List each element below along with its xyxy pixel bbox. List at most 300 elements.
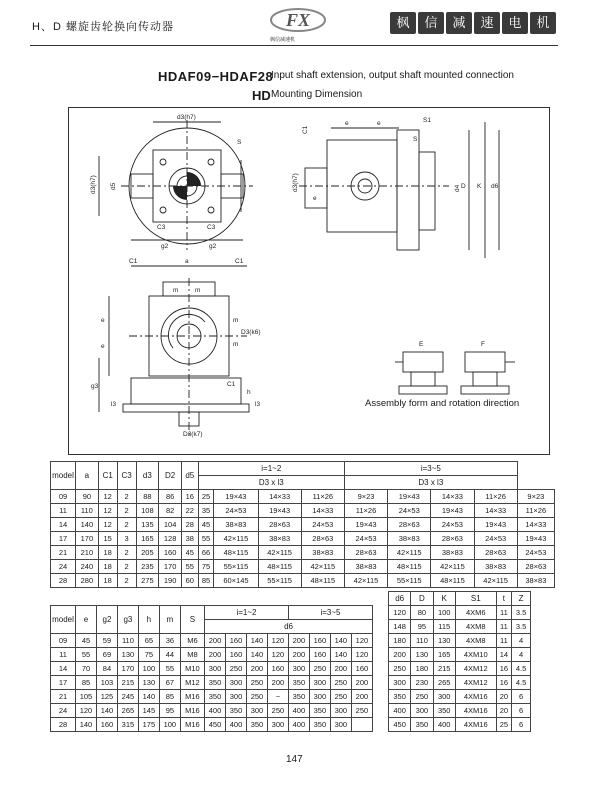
table-cell: 14×33 bbox=[474, 504, 517, 518]
table-cell: 24×53 bbox=[474, 532, 517, 546]
drawing-label: e bbox=[101, 343, 105, 350]
table-cell: 38×83 bbox=[517, 574, 554, 588]
table-cell: 24 bbox=[51, 704, 76, 718]
table-cell: 28×63 bbox=[474, 546, 517, 560]
table-cell: 14×33 bbox=[301, 504, 344, 518]
table-row bbox=[51, 518, 555, 532]
table-cell: 400 bbox=[389, 704, 411, 718]
table-cell: 21 bbox=[51, 690, 76, 704]
table-cell: 24×53 bbox=[431, 518, 474, 532]
drawing-label: d3(h7) bbox=[292, 173, 299, 192]
table-cell bbox=[351, 718, 372, 732]
table-cell: 400 bbox=[205, 704, 226, 718]
table-row bbox=[51, 574, 555, 588]
table-cell: 42×115 bbox=[388, 546, 431, 560]
table-cell: 6 bbox=[512, 690, 531, 704]
table-cell: 350 bbox=[389, 690, 411, 704]
table-cell: 300 bbox=[205, 662, 226, 676]
table-cell: 350 bbox=[411, 718, 433, 732]
table-cell: 14×33 bbox=[258, 490, 301, 504]
table-cell: 110 bbox=[117, 634, 138, 648]
table-cell: 28×63 bbox=[258, 518, 301, 532]
table-cell: 210 bbox=[76, 546, 99, 560]
table-cell: M10 bbox=[180, 662, 204, 676]
table-cell: 215 bbox=[433, 662, 455, 676]
table-cell: 300 bbox=[226, 690, 247, 704]
table-cell: 2 bbox=[117, 574, 136, 588]
table-row bbox=[389, 718, 531, 732]
table-cell: 48×115 bbox=[431, 574, 474, 588]
table-cell: 125 bbox=[96, 690, 117, 704]
table-cell: 4XM12 bbox=[455, 676, 496, 690]
table-cell: 38×83 bbox=[258, 532, 301, 546]
table-cell: 128 bbox=[159, 532, 182, 546]
table-cell: 14 bbox=[496, 648, 511, 662]
table-cell: 170 bbox=[117, 662, 138, 676]
table-cell: 28 bbox=[181, 518, 198, 532]
table-cell: 200 bbox=[389, 648, 411, 662]
table-cell: 300 bbox=[288, 662, 309, 676]
table-cell: 82 bbox=[159, 504, 182, 518]
table-row bbox=[51, 546, 555, 560]
header-cell: d3 bbox=[136, 462, 159, 490]
table-cell: M16 bbox=[180, 690, 204, 704]
table-cell: 19×43 bbox=[474, 518, 517, 532]
table-cell: 84 bbox=[96, 662, 117, 676]
table-cell: 12 bbox=[98, 490, 117, 504]
table-cell: 2 bbox=[117, 518, 136, 532]
header-cell: d6 bbox=[389, 592, 411, 606]
drawing-label: m bbox=[195, 287, 201, 294]
table-cell: 190 bbox=[159, 574, 182, 588]
header-cell: S bbox=[180, 606, 204, 634]
table-cell: 2 bbox=[117, 490, 136, 504]
header-cell: m bbox=[159, 606, 180, 634]
table-cell: 11×26 bbox=[474, 490, 517, 504]
table-cell: 100 bbox=[433, 606, 455, 620]
header-cell: C3 bbox=[117, 462, 136, 490]
table-cell: 6 bbox=[512, 704, 531, 718]
table-cell: 2 bbox=[117, 546, 136, 560]
table-cell: 59 bbox=[96, 634, 117, 648]
table-row bbox=[389, 676, 531, 690]
drawing-label: C1 bbox=[235, 258, 244, 265]
table-cell: M6 bbox=[180, 634, 204, 648]
table-cell: 28×63 bbox=[431, 532, 474, 546]
table-cell: 28×63 bbox=[301, 532, 344, 546]
table-cell: 315 bbox=[117, 718, 138, 732]
brand-char: 减 bbox=[446, 12, 472, 34]
table-cell: 48×115 bbox=[301, 574, 344, 588]
page-number: 147 bbox=[286, 754, 303, 765]
table-flange-dimensions bbox=[50, 605, 373, 732]
table-cell: 115 bbox=[433, 620, 455, 634]
table-row bbox=[389, 704, 531, 718]
header-cell: D3 x l3 bbox=[198, 476, 344, 490]
table-row bbox=[51, 690, 373, 704]
table-cell: 300 bbox=[330, 704, 351, 718]
table-cell: 160 bbox=[267, 662, 288, 676]
header-cell: C1 bbox=[98, 462, 117, 490]
table-cell: 120 bbox=[267, 634, 288, 648]
table-cell: 100 bbox=[159, 718, 180, 732]
table-cell: 300 bbox=[411, 704, 433, 718]
table-cell: 250 bbox=[309, 662, 330, 676]
table-cell: 24×53 bbox=[517, 546, 554, 560]
table-cell: 200 bbox=[288, 634, 309, 648]
drawing-label: a bbox=[185, 258, 189, 265]
table-row bbox=[51, 718, 373, 732]
drawing-label: C3 bbox=[207, 224, 216, 231]
table-cell: 3 bbox=[117, 532, 136, 546]
drawing-label: m bbox=[173, 287, 179, 294]
table-cell: 4XM8 bbox=[455, 620, 496, 634]
table-cell: 45 bbox=[181, 546, 198, 560]
table-cell: 4XM10 bbox=[455, 648, 496, 662]
table-cell: 350 bbox=[226, 704, 247, 718]
table-cell: 75 bbox=[138, 648, 159, 662]
table-cell: 280 bbox=[76, 574, 99, 588]
table-cell: 130 bbox=[117, 648, 138, 662]
drawing-label: l3 bbox=[255, 401, 261, 408]
table-cell: 140 bbox=[246, 648, 267, 662]
header-cell: i=1~2 bbox=[205, 606, 289, 620]
table-cell: 300 bbox=[389, 676, 411, 690]
drawing-label: l3 bbox=[111, 401, 117, 408]
table-cell: 400 bbox=[288, 718, 309, 732]
header-cell: K bbox=[433, 592, 455, 606]
header-cell: D2 bbox=[159, 462, 182, 490]
table-row bbox=[51, 532, 555, 546]
table-shaft-dimensions bbox=[50, 461, 555, 588]
table-cell: 165 bbox=[136, 532, 159, 546]
table-cell: 160 bbox=[226, 648, 247, 662]
table-cell: 16 bbox=[496, 662, 511, 676]
table-cell: 14×33 bbox=[517, 518, 554, 532]
table-cell: 450 bbox=[389, 718, 411, 732]
table-cell: 25 bbox=[496, 718, 511, 732]
header-cell: t bbox=[496, 592, 511, 606]
table-cell: 350 bbox=[205, 690, 226, 704]
header-rule bbox=[30, 45, 558, 46]
brand-char: 速 bbox=[474, 12, 500, 34]
table-cell: 350 bbox=[309, 704, 330, 718]
table-cell: 200 bbox=[330, 662, 351, 676]
table-cell: 85 bbox=[198, 574, 214, 588]
code-description: Mounting Dimension bbox=[271, 89, 363, 100]
table-cell: 180 bbox=[411, 662, 433, 676]
table-row bbox=[389, 648, 531, 662]
drawing-label: S bbox=[413, 136, 418, 143]
table-cell: 55 bbox=[159, 662, 180, 676]
table-cell: 250 bbox=[330, 676, 351, 690]
table-cell: M8 bbox=[180, 648, 204, 662]
table-cell: 100 bbox=[138, 662, 159, 676]
table-cell: 85 bbox=[159, 690, 180, 704]
table-cell: 175 bbox=[138, 718, 159, 732]
table-cell: 9×23 bbox=[517, 490, 554, 504]
drawing-label: C1 bbox=[129, 258, 138, 265]
table-cell: 2 bbox=[117, 560, 136, 574]
table-cell: 11 bbox=[496, 606, 511, 620]
header-cell: i=3~5 bbox=[288, 606, 372, 620]
drawing-label: F bbox=[481, 341, 485, 348]
table-cell: 250 bbox=[226, 662, 247, 676]
header-cell: i=1~2 bbox=[198, 462, 344, 476]
table-cell: 19×43 bbox=[517, 532, 554, 546]
table-cell: 4XM16 bbox=[455, 704, 496, 718]
table-cell: 45 bbox=[76, 634, 97, 648]
table-cell: 38×83 bbox=[474, 560, 517, 574]
table-cell: 300 bbox=[309, 690, 330, 704]
table-cell: 400 bbox=[433, 718, 455, 732]
table-cell: 103 bbox=[96, 676, 117, 690]
table-row bbox=[389, 662, 531, 676]
table-cell: 120 bbox=[267, 648, 288, 662]
table-cell: 235 bbox=[136, 560, 159, 574]
table-row bbox=[51, 560, 555, 574]
company-logo bbox=[268, 4, 328, 40]
table-cell: 275 bbox=[136, 574, 159, 588]
header-cell: h bbox=[138, 606, 159, 634]
drawing-label: E bbox=[419, 341, 424, 348]
table-cell: 105 bbox=[76, 690, 97, 704]
table-cell: 250 bbox=[246, 690, 267, 704]
table-cell: 24×53 bbox=[344, 532, 387, 546]
drawing-label: S1 bbox=[423, 117, 431, 124]
table-cell: 14 bbox=[51, 518, 76, 532]
table-cell: 200 bbox=[351, 676, 372, 690]
table-cell: 140 bbox=[330, 634, 351, 648]
drawing-label: d3(h7) bbox=[90, 175, 97, 194]
table-cell: 104 bbox=[159, 518, 182, 532]
table-row bbox=[51, 634, 373, 648]
table-cell: 38×83 bbox=[344, 560, 387, 574]
table-cell: 4XM16 bbox=[455, 718, 496, 732]
table-cell: 17 bbox=[51, 532, 76, 546]
table-cell: 86 bbox=[159, 490, 182, 504]
table-cell: 22 bbox=[181, 504, 198, 518]
table-cell: 15 bbox=[98, 532, 117, 546]
table-cell: 4 bbox=[512, 648, 531, 662]
table-row bbox=[51, 704, 373, 718]
table-cell: 42×115 bbox=[214, 532, 258, 546]
table-cell: 11 bbox=[51, 648, 76, 662]
table-cell: 42×115 bbox=[301, 560, 344, 574]
header-cell: g2 bbox=[96, 606, 117, 634]
table-cell: 36 bbox=[159, 634, 180, 648]
table-cell: 19×43 bbox=[214, 490, 258, 504]
table-cell: 95 bbox=[159, 704, 180, 718]
table-cell: 300 bbox=[226, 676, 247, 690]
header-cell: g3 bbox=[117, 606, 138, 634]
table-cell: 38 bbox=[181, 532, 198, 546]
table-cell: 09 bbox=[51, 634, 76, 648]
header-cell: model bbox=[51, 606, 76, 634]
table-cell: 300 bbox=[309, 676, 330, 690]
table-cell: 160 bbox=[351, 662, 372, 676]
table-cell: 350 bbox=[288, 676, 309, 690]
table-cell: 160 bbox=[309, 634, 330, 648]
table-cell: 140 bbox=[138, 690, 159, 704]
brand-char: 机 bbox=[530, 12, 556, 34]
brand-char: 电 bbox=[502, 12, 528, 34]
table-cell: 108 bbox=[136, 504, 159, 518]
table-cell: 350 bbox=[288, 690, 309, 704]
table-cell: 65 bbox=[138, 634, 159, 648]
table-cell: 230 bbox=[411, 676, 433, 690]
header-cell: Z bbox=[512, 592, 531, 606]
header-cell: D3 x l3 bbox=[344, 476, 517, 490]
drawing-label: g3 bbox=[91, 383, 99, 390]
table-row bbox=[51, 648, 373, 662]
table-cell: 200 bbox=[205, 648, 226, 662]
table-cell: 3.5 bbox=[512, 620, 531, 634]
table-cell: 14×33 bbox=[431, 490, 474, 504]
table-cell: 140 bbox=[76, 518, 99, 532]
drawing-label: K bbox=[477, 183, 482, 190]
table-cell: 4 bbox=[512, 634, 531, 648]
table-cell: 12 bbox=[98, 518, 117, 532]
drawing-label: d4 bbox=[454, 184, 461, 192]
drawing-label: D3(k6) bbox=[241, 329, 261, 336]
table-cell: 4XM16 bbox=[455, 690, 496, 704]
table-cell: 140 bbox=[330, 648, 351, 662]
table-cell: 350 bbox=[205, 676, 226, 690]
drawing-label: m bbox=[233, 317, 239, 324]
table-cell: 11 bbox=[496, 634, 511, 648]
table-cell: 250 bbox=[246, 676, 267, 690]
table-cell: 4XM6 bbox=[455, 606, 496, 620]
table-cell: 4XM12 bbox=[455, 662, 496, 676]
header-cell: S1 bbox=[455, 592, 496, 606]
table-cell: 75 bbox=[198, 560, 214, 574]
table-cell: 16 bbox=[181, 490, 198, 504]
table-cell: 24×53 bbox=[388, 504, 431, 518]
table-cell: 28 bbox=[51, 574, 76, 588]
table-cell: 4.5 bbox=[512, 676, 531, 690]
table-cell: 145 bbox=[138, 704, 159, 718]
table-row bbox=[51, 662, 373, 676]
table-cell: 11 bbox=[51, 504, 76, 518]
logo-subtitle: 枫信减速机 bbox=[270, 37, 296, 43]
table-cell: 245 bbox=[117, 690, 138, 704]
table-cell: 265 bbox=[433, 676, 455, 690]
drawing-label: e bbox=[345, 120, 349, 127]
table-cell: 205 bbox=[136, 546, 159, 560]
table-cell: 300 bbox=[433, 690, 455, 704]
table-row bbox=[51, 504, 555, 518]
drawing-label: e bbox=[101, 317, 105, 324]
table-cell: 250 bbox=[267, 704, 288, 718]
table-cell: 19×43 bbox=[431, 504, 474, 518]
table-cell: 250 bbox=[351, 704, 372, 718]
table-cell: 200 bbox=[351, 690, 372, 704]
table-cell: 110 bbox=[76, 504, 99, 518]
table-cell: 200 bbox=[205, 634, 226, 648]
table-cell: 45 bbox=[198, 518, 214, 532]
table-cell: 38×83 bbox=[431, 546, 474, 560]
table-cell: 240 bbox=[76, 560, 99, 574]
table-cell: 24×53 bbox=[214, 504, 258, 518]
header-cell: D bbox=[411, 592, 433, 606]
table-cell: 28×63 bbox=[517, 560, 554, 574]
table-cell: 11×26 bbox=[344, 504, 387, 518]
table-cell: 55 bbox=[181, 560, 198, 574]
table-cell: 9×23 bbox=[344, 490, 387, 504]
table-cell: 55 bbox=[76, 648, 97, 662]
table-cell: 130 bbox=[411, 648, 433, 662]
drawing-label: m bbox=[233, 341, 239, 348]
table-cell: 42×115 bbox=[258, 546, 301, 560]
table-cell: 18 bbox=[98, 574, 117, 588]
header-cell: i=3~5 bbox=[344, 462, 517, 476]
drawing-label: d6 bbox=[491, 183, 499, 190]
table-cell: 350 bbox=[309, 718, 330, 732]
header-title: H、D 螺旋齿轮换向传动器 bbox=[32, 21, 174, 33]
table-cell: 48×115 bbox=[388, 560, 431, 574]
table-cell: 350 bbox=[433, 704, 455, 718]
table-cell: 130 bbox=[433, 634, 455, 648]
table-cell: 38×83 bbox=[388, 532, 431, 546]
table-cell: 160 bbox=[226, 634, 247, 648]
table-cell: 85 bbox=[76, 676, 97, 690]
table-cell: 55×115 bbox=[388, 574, 431, 588]
table-cell: 66 bbox=[198, 546, 214, 560]
table-cell: 28×63 bbox=[388, 518, 431, 532]
table-row bbox=[389, 620, 531, 634]
drawing-label: d5 bbox=[110, 182, 117, 190]
table-cell: 120 bbox=[351, 634, 372, 648]
table-row bbox=[51, 676, 373, 690]
table-cell: 48×115 bbox=[214, 546, 258, 560]
table-cell: 140 bbox=[96, 704, 117, 718]
table-cell: 120 bbox=[351, 648, 372, 662]
table-cell: 200 bbox=[267, 676, 288, 690]
table-cell: 300 bbox=[330, 718, 351, 732]
table-cell: 55×115 bbox=[258, 574, 301, 588]
table-cell: 42×115 bbox=[431, 560, 474, 574]
table-cell: 38×83 bbox=[301, 546, 344, 560]
table-cell: 70 bbox=[76, 662, 97, 676]
table-cell: 12 bbox=[98, 504, 117, 518]
brand-char: 信 bbox=[418, 12, 444, 34]
table-cell: 250 bbox=[330, 690, 351, 704]
drawing-label: d3(h7) bbox=[177, 114, 196, 121]
table-cell: 19×43 bbox=[344, 518, 387, 532]
table-cell: 42×115 bbox=[474, 574, 517, 588]
assembly-caption: Assembly form and rotation direction bbox=[365, 398, 520, 409]
drawing-label: D bbox=[461, 183, 466, 190]
table-mounting-flange bbox=[388, 591, 531, 732]
table-cell: 350 bbox=[246, 718, 267, 732]
title-description: Input shaft extension, output shaft mounted connection bbox=[271, 70, 514, 81]
table-cell: 55 bbox=[198, 532, 214, 546]
table-cell: 120 bbox=[76, 704, 97, 718]
table-cell: 24 bbox=[51, 560, 76, 574]
table-cell: 200 bbox=[246, 662, 267, 676]
table-cell: 170 bbox=[76, 532, 99, 546]
logo-text: FX bbox=[285, 10, 311, 30]
table-cell: 28×63 bbox=[344, 546, 387, 560]
drawing-label: C1 bbox=[227, 381, 236, 388]
brand-char: 枫 bbox=[390, 12, 416, 34]
table-cell: 11 bbox=[496, 620, 511, 634]
table-cell: 48×115 bbox=[258, 560, 301, 574]
table-cell: 18 bbox=[98, 560, 117, 574]
table-cell: 450 bbox=[205, 718, 226, 732]
table-cell: 42×115 bbox=[344, 574, 387, 588]
